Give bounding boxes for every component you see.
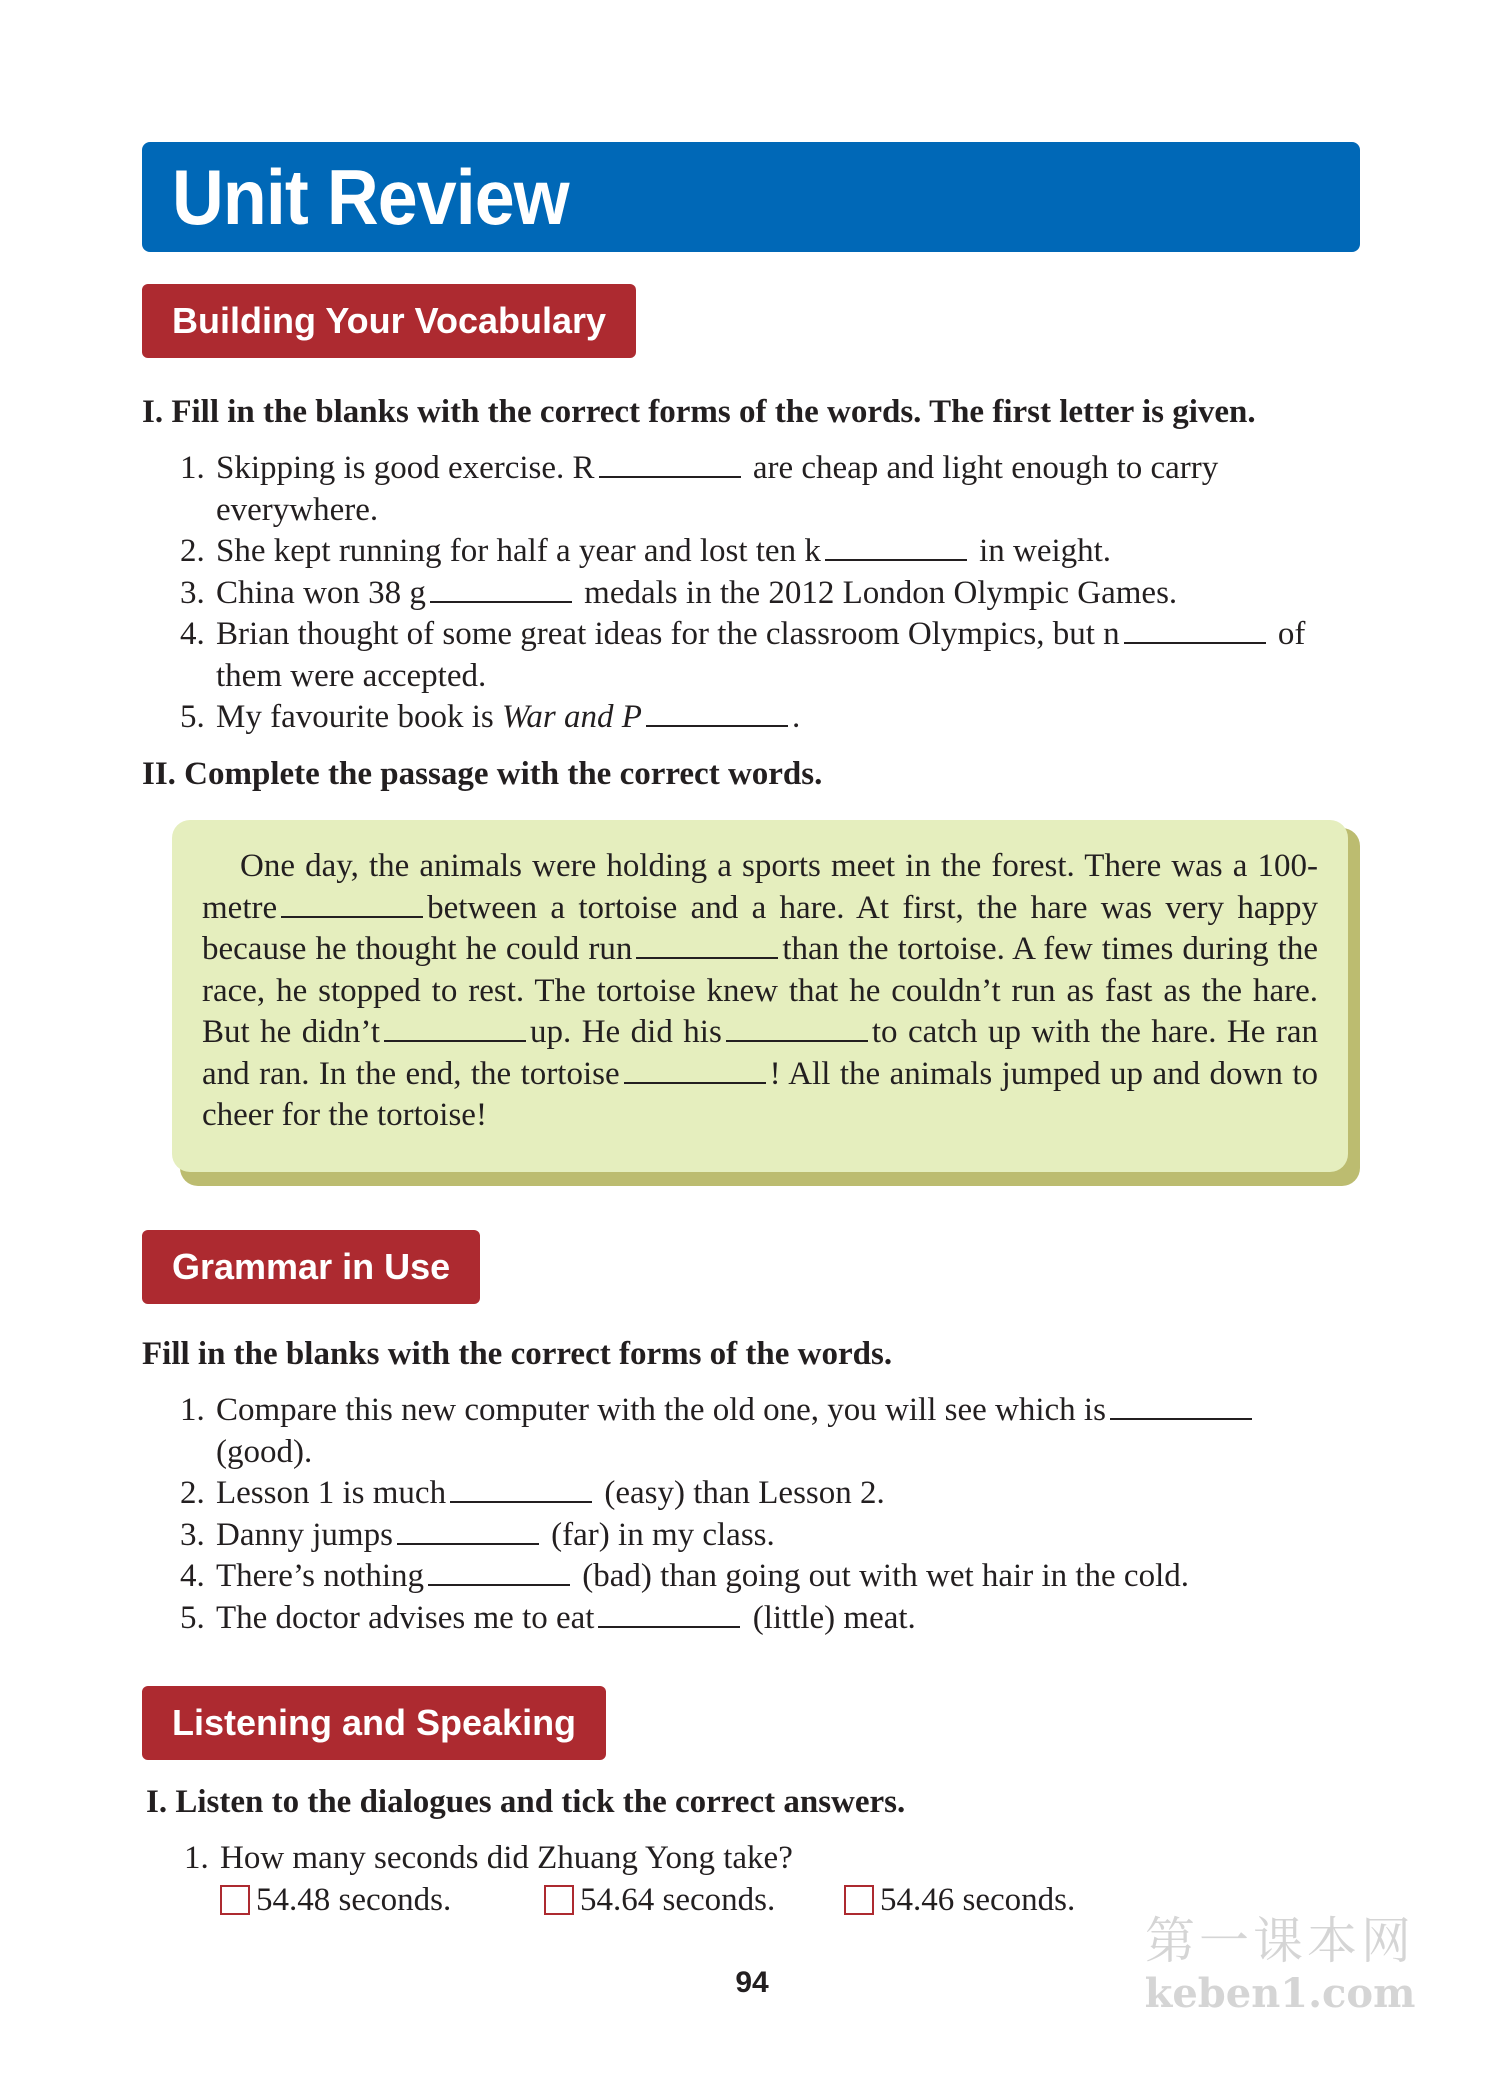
list-item: 5. The doctor advises me to eat (little) meat. bbox=[180, 1599, 916, 1636]
answer-blank[interactable] bbox=[281, 890, 423, 918]
option-3[interactable]: 54.46 seconds. bbox=[844, 1880, 1075, 1922]
list-item: 3. Danny jumps (far) in my class. bbox=[180, 1516, 775, 1553]
checkbox-icon[interactable] bbox=[844, 1885, 874, 1915]
checkbox-icon[interactable] bbox=[220, 1885, 250, 1915]
passage-text: One day, the animals were holding a sports meet in the forest. There was a 100-metre between a tortoise and a hare. At first, the hare was very happy because he thought he could run than the tortoise. A few times during the race, he stopped to rest. The tortoise knew that he couldn’t run as fast as the hare. But he didn’t up. He did his to catch up with the hare. He ran and ran. In the end, the tortoise ! All the animals jumped up and down to cheer for the tortoise! bbox=[202, 848, 1318, 1133]
list-item: 2. Lesson 1 is much (easy) than Lesson 2. bbox=[180, 1475, 885, 1511]
list-item: 4. Brian thought of some great ideas for the classroom Olympics, but n of them were accepted. bbox=[180, 616, 1306, 694]
checkbox-icon[interactable] bbox=[544, 1885, 574, 1915]
answer-blank[interactable] bbox=[825, 533, 967, 561]
listening-question bbox=[184, 1838, 1284, 1921]
answer-blank[interactable] bbox=[384, 1014, 526, 1042]
answer-options bbox=[184, 1880, 1284, 1922]
vocab-part1-instruction: I. Fill in the blanks with the correct forms of the words. The first letter is given. bbox=[142, 394, 1256, 430]
list-item: 1. Compare this new computer with the old one, you will see which is (good). bbox=[180, 1390, 1360, 1473]
section-tag-listening: Listening and Speaking bbox=[142, 1686, 606, 1760]
page-number: 94 bbox=[735, 1966, 769, 1999]
answer-blank[interactable] bbox=[428, 1558, 570, 1586]
grammar-list bbox=[180, 1390, 1360, 1639]
vocab-part1-list bbox=[180, 448, 1360, 739]
listening-instruction: I. Listen to the dialogues and tick the correct answers. bbox=[146, 1784, 906, 1820]
answer-blank[interactable] bbox=[646, 699, 788, 727]
list-item: 4. There’s nothing (bad) than going out with wet hair in the cold. bbox=[180, 1558, 1189, 1594]
answer-blank[interactable] bbox=[726, 1014, 868, 1042]
section-tag-vocabulary: Building Your Vocabulary bbox=[142, 284, 636, 358]
watermark: 第一课本网 keben1.com bbox=[1144, 1912, 1416, 2017]
list-item: 2. She kept running for half a year and lost ten k in weight. bbox=[180, 533, 1112, 569]
grammar-instruction: Fill in the blanks with the correct forms of the words. bbox=[142, 1336, 893, 1372]
list-item: 5. My favourite book is War and P . bbox=[180, 699, 801, 735]
answer-blank[interactable] bbox=[397, 1517, 539, 1545]
answer-blank[interactable] bbox=[624, 1056, 766, 1084]
answer-blank[interactable] bbox=[1110, 1392, 1252, 1420]
unit-review-banner bbox=[142, 142, 1360, 252]
list-item: 1. Skipping is good exercise. R are cheap and light enough to carry everywhere. bbox=[180, 450, 1219, 528]
list-item: 3. China won 38 g medals in the 2012 London Olympic Games. bbox=[180, 574, 1178, 611]
passage-box bbox=[172, 820, 1348, 1172]
answer-blank[interactable] bbox=[599, 450, 741, 478]
option-2[interactable]: 54.64 seconds. bbox=[544, 1880, 844, 1922]
answer-blank[interactable] bbox=[450, 1475, 592, 1503]
answer-blank[interactable] bbox=[1124, 616, 1266, 644]
option-1[interactable]: 54.48 seconds. bbox=[220, 1880, 544, 1922]
vocab-part2-instruction: II. Complete the passage with the correct words. bbox=[142, 756, 823, 792]
answer-blank[interactable] bbox=[636, 931, 778, 959]
page-title: Unit Review bbox=[172, 153, 569, 241]
question-text: 1. How many seconds did Zhuang Yong take? bbox=[184, 1840, 793, 1876]
answer-blank[interactable] bbox=[598, 1600, 740, 1628]
section-tag-grammar: Grammar in Use bbox=[142, 1230, 480, 1304]
answer-blank[interactable] bbox=[430, 575, 572, 603]
